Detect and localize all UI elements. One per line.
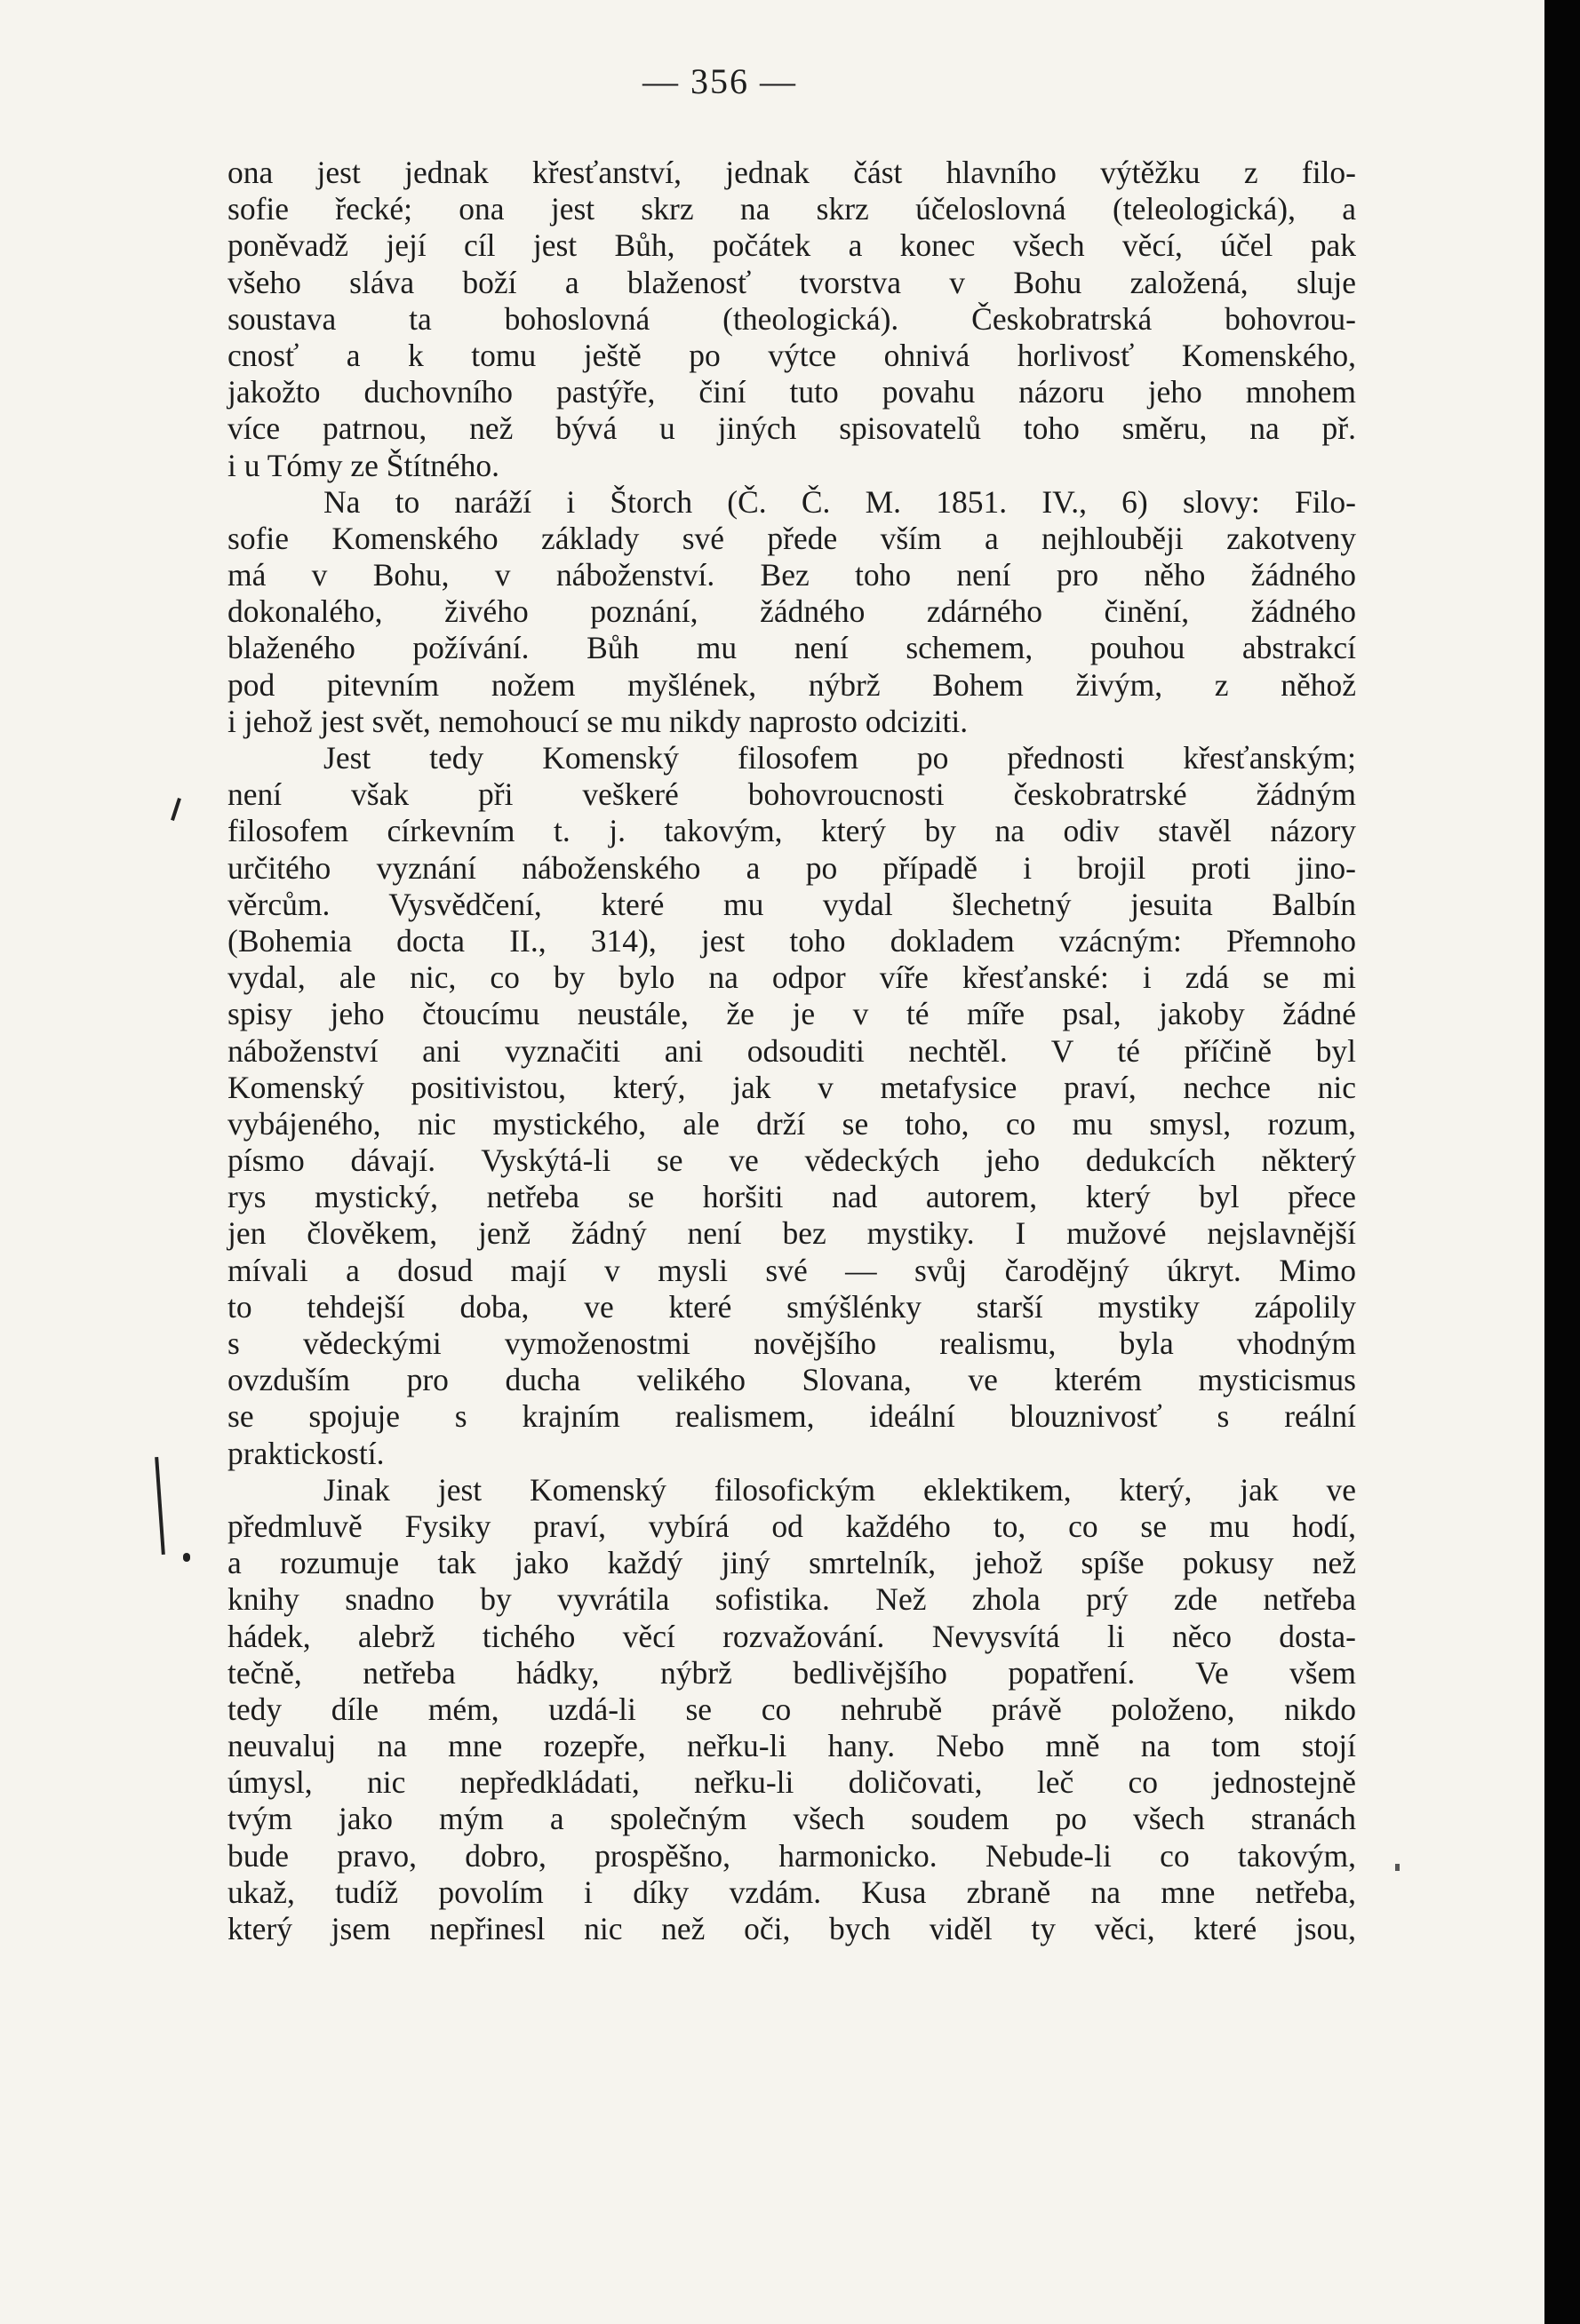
text-line: Jest tedy Komenský filosofem po přednosti křesťanským;: [323, 740, 1356, 776]
text-line: pod pitevním nožem myšlének, nýbrž Bohem živým, z něhož: [227, 666, 1356, 703]
text-line: praktickostí.: [227, 1435, 385, 1471]
text-line: vybájeného, nic mystického, ale drží se toho, co mu smysl, rozum,: [227, 1105, 1356, 1142]
margin-mark: [1395, 1864, 1400, 1871]
body-text: [227, 155, 1356, 1947]
text-line: to tehdejší doba, ve které smýšlénky starší mystiky zápolily: [227, 1288, 1356, 1325]
page-number: — 356 —: [642, 61, 797, 101]
text-line: s vědeckými vymoženostmi novějšího realismu, byla vhodným: [227, 1325, 1356, 1361]
text-line: poněvadž její cíl jest Bůh, počátek a konec všech věcí, účel pak: [227, 227, 1356, 264]
text-line: Na to naráží i Štorch (Č. Č. M. 1851. IV., 6) slovy: Filo-: [323, 483, 1356, 520]
text-line: Komenský positivistou, který, jak v metafysice praví, nechce nic: [227, 1069, 1356, 1105]
text-line: předmluvě Fysiky praví, vybírá od každého to, co se mu hodí,: [227, 1508, 1356, 1544]
scan-edge: [1544, 0, 1580, 2324]
text-line: soustava ta bohoslovná (theologická). Českobratrská bohovrou-: [227, 300, 1356, 337]
text-line: a rozumuje tak jako každý jiný smrtelník, jehož spíše pokusy než: [227, 1545, 1356, 1581]
text-line: určitého vyznání náboženského a po případě i brojil proti jino-: [227, 849, 1356, 886]
text-line: cnosť a k tomu ještě po výtce ohnivá horlivosť Komenského,: [227, 337, 1356, 373]
text-line: hádek, alebrž tichého věcí rozvažování. Nevysvítá li něco dosta-: [227, 1618, 1356, 1654]
text-line: rys mystický, netřeba se horšiti nad autorem, který byl přece: [227, 1179, 1356, 1215]
text-line: vydal, ale nic, co by bylo na odpor víře křesťanské: i zdá se mi: [227, 959, 1356, 996]
text-line: věrcům. Vysvědčení, které mu vydal šlechetný jesuita Balbín: [227, 886, 1356, 922]
text-line: i u Tómy ze Štítného.: [227, 447, 499, 483]
text-line: ukaž, tudíž povolím i díky vzdám. Kusa zbraně na mne netřeba,: [227, 1874, 1356, 1910]
text-line: více patrnou, než bývá u jiných spisovatelů toho směru, na př.: [227, 410, 1356, 447]
text-line: všeho sláva boží a blaženosť tvorstva v Bohu založená, sluje: [227, 264, 1356, 300]
text-line: sofie Komenského základy své přede vším a nejhlouběji zakotveny: [227, 520, 1356, 556]
text-line: písmo dávají. Vyskýtá-li se ve vědeckých jeho dedukcích některý: [227, 1142, 1356, 1179]
text-line: filosofem církevním t. j. takovým, který by na odiv stavěl názory: [227, 813, 1356, 849]
text-line: ona jest jednak křesťanství, jednak část hlavního výtěžku z filo-: [227, 155, 1356, 190]
margin-mark: [183, 1553, 190, 1562]
text-line: bude pravo, dobro, prospěšno, harmonicko. Nebude-li co takovým,: [227, 1837, 1356, 1874]
text-line: blaženého požívání. Bůh mu není schemem, pouhou abstrakcí: [227, 630, 1356, 666]
text-line: tedy díle mém, uzdá-li se co nehrubě právě položeno, nikdo: [227, 1691, 1356, 1727]
text-line: Jinak jest Komenský filosofickým eklektikem, který, jak ve: [323, 1471, 1356, 1508]
text-line: který jsem nepřinesl nic než oči, bych viděl ty věci, které jsou,: [227, 1911, 1356, 1946]
text-line: sofie řecké; ona jest skrz na skrz účeloslovná (teleologická), a: [227, 191, 1356, 227]
text-line: se spojuje s krajním realismem, ideální blouznivosť s reální: [227, 1398, 1356, 1435]
text-line: spisy jeho čtoucímu neustále, že je v té míře psal, jakoby žádné: [227, 996, 1356, 1032]
text-line: není však při veškeré bohovroucnosti českobratrské žádným: [227, 776, 1356, 813]
text-line: má v Bohu, v náboženství. Bez toho není pro něho žádného: [227, 557, 1356, 593]
text-line: i jehož jest svět, nemohoucí se mu nikdy naprosto odciziti.: [227, 703, 969, 739]
text-line: úmysl, nic nepředkládati, neřku-li doličovati, leč co jednostejně: [227, 1764, 1356, 1801]
margin-mark: [155, 1457, 165, 1555]
text-line: tvým jako mým a společným všech soudem po všech stranách: [227, 1801, 1356, 1837]
margin-mark: [171, 798, 181, 821]
text-line: dokonalého, živého poznání, žádného zdárného činění, žádného: [227, 593, 1356, 630]
text-line: tečně, netřeba hádky, nýbrž bedlivějšího popatření. Ve všem: [227, 1654, 1356, 1691]
text-line: ovzduším pro ducha velikého Slovana, ve kterém mysticismus: [227, 1362, 1356, 1398]
text-line: neuvaluj na mne rozepře, neřku-li hany. Nebo mně na tom stojí: [227, 1728, 1356, 1764]
text-line: (Bohemia docta II., 314), jest toho dokladem vzácným: Přemnoho: [227, 922, 1356, 959]
text-line: náboženství ani vyznačiti ani odsouditi nechtěl. V té příčině byl: [227, 1032, 1356, 1069]
text-line: mívali a dosud mají v mysli své — svůj čarodějný úkryt. Mimo: [227, 1252, 1356, 1288]
text-line: jakožto duchovního pastýře, činí tuto povahu názoru jeho mnohem: [227, 374, 1356, 410]
text-line: knihy snadno by vyvrátila sofistika. Než zhola prý zde netřeba: [227, 1581, 1356, 1618]
text-line: jen člověkem, jenž žádný není bez mystiky. I mužové nejslavnější: [227, 1215, 1356, 1252]
